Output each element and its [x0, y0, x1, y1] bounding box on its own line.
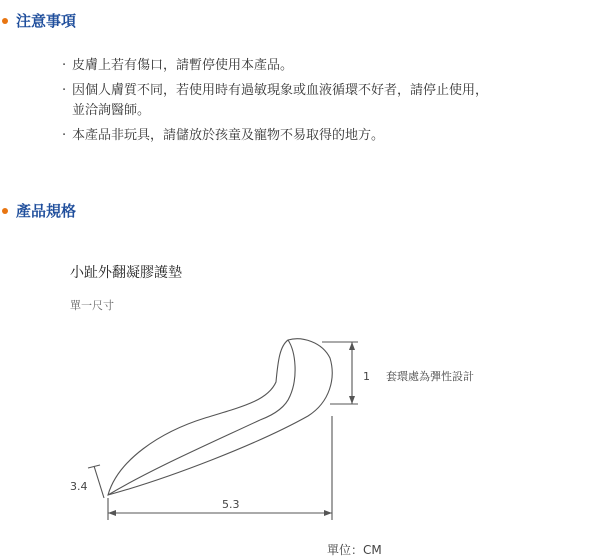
- notice-item: · 本產品非玩具，請儲放於孩童及寵物不易取得的地方。: [62, 126, 582, 146]
- spec-section-title: [0, 200, 76, 221]
- notice-section-title: [0, 10, 76, 31]
- spec-title-text: 產品規格: [16, 202, 77, 220]
- arrow-icon: [349, 396, 355, 404]
- notice-item-continuation: 並洽詢醫師。: [72, 103, 151, 118]
- dim-left-line: [94, 466, 104, 498]
- notice-item: · 因個人膚質不同，若使用時有過敏現象或血液循環不好者，請停止使用， 並洽詢醫師。: [62, 81, 582, 121]
- product-diagram: [0, 320, 605, 540]
- notice-title-text: 注意事項: [16, 12, 77, 30]
- dim-height-label: 1: [363, 370, 370, 383]
- notice-list: [62, 56, 582, 151]
- gel-pad-outline: [108, 339, 332, 495]
- arrow-icon: [349, 342, 355, 350]
- dim-height-note: 套環處為彈性設計: [386, 370, 474, 383]
- gel-pad-inner-curve: [260, 340, 295, 420]
- dim-left-label: 3.4: [70, 480, 88, 493]
- orange-bullet-icon: [2, 208, 8, 214]
- product-name: 小趾外翻凝膠護墊: [70, 265, 182, 281]
- notice-item: · 皮膚上若有傷口，請暫停使用本產品。: [62, 56, 582, 76]
- gel-pad-inner-curve: [108, 420, 260, 495]
- arrow-icon: [324, 510, 332, 516]
- orange-bullet-icon: [2, 18, 8, 24]
- dim-length-label: 5.3: [222, 498, 240, 511]
- size-label: 單一尺寸: [70, 299, 114, 312]
- arrow-icon: [108, 510, 116, 516]
- unit-label: 單位：CM: [327, 543, 382, 557]
